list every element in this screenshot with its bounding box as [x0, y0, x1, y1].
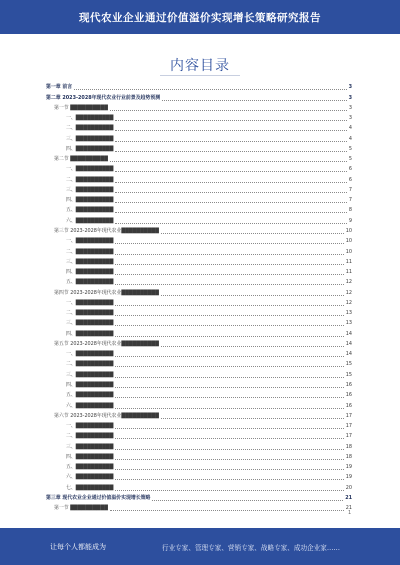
toc-dot-leader — [115, 211, 346, 213]
toc-entry-page: 11 — [345, 258, 352, 265]
toc-dot-leader — [115, 386, 343, 388]
toc-entry[interactable] — [46, 452, 352, 462]
toc-entry-title: 第二节 ██████████ — [54, 156, 108, 163]
toc-entry-page: 14 — [345, 330, 352, 337]
toc-entry-title: 一、██████████ — [66, 299, 114, 306]
toc-entry[interactable] — [46, 92, 352, 102]
toc-entry-page: 16 — [345, 402, 352, 409]
toc-entry-page: 20 — [345, 484, 352, 491]
table-of-contents — [46, 82, 352, 510]
toc-entry[interactable] — [46, 226, 352, 236]
toc-dot-leader — [115, 283, 343, 285]
report-title: 现代农业企业通过价值溢价实现增长策略研究报告 — [79, 11, 321, 24]
toc-entry-title: 第三章 现代农业企业通过价值溢价实现增长策略 — [46, 494, 151, 501]
toc-dot-leader — [110, 160, 347, 162]
toc-entry-title: 三、██████████ — [66, 371, 114, 378]
toc-entry-page: 6 — [348, 176, 352, 183]
toc-entry[interactable] — [46, 174, 352, 184]
toc-dot-leader — [115, 314, 343, 316]
toc-entry[interactable] — [46, 113, 352, 123]
footer-bar — [0, 528, 400, 565]
toc-dot-leader — [115, 119, 346, 121]
toc-entry-page: 17 — [345, 433, 352, 440]
toc-entry-title: 二、██████████ — [66, 248, 114, 255]
toc-entry-page: 4 — [348, 135, 352, 142]
toc-entry-page: 7 — [348, 186, 352, 193]
toc-entry[interactable] — [46, 215, 352, 225]
toc-dot-leader — [115, 427, 343, 429]
toc-entry-page: 10 — [345, 227, 352, 234]
toc-entry-title: 六、██████████ — [66, 474, 114, 481]
toc-dot-leader — [115, 478, 343, 480]
toc-entry-title: 三、██████████ — [66, 258, 114, 265]
toc-entry-title: 第四节 2023-2028年现代农业██████████ — [54, 289, 159, 296]
toc-dot-leader — [115, 407, 343, 409]
toc-dot-leader — [115, 242, 343, 244]
toc-dot-leader — [115, 129, 346, 131]
toc-dot-leader — [115, 437, 343, 439]
page-number: 1 — [348, 510, 352, 516]
toc-entry-page: 10 — [345, 238, 352, 245]
toc-entry-page: 17 — [345, 412, 352, 419]
toc-entry[interactable] — [46, 318, 352, 328]
toc-entry-title: 第一章 前言 — [46, 84, 73, 91]
toc-entry-title: 第一节 ██████████ — [54, 104, 108, 111]
toc-entry-page: 12 — [345, 299, 352, 306]
toc-entry-title: 三、██████████ — [66, 135, 114, 142]
toc-entry-page: 12 — [345, 289, 352, 296]
toc-entry-title: 七、██████████ — [66, 484, 114, 491]
toc-entry[interactable] — [46, 144, 352, 154]
toc-entry[interactable] — [46, 205, 352, 215]
toc-entry-title: 三、██████████ — [66, 186, 114, 193]
toc-dot-leader — [115, 140, 346, 142]
toc-entry-page: 5 — [348, 156, 352, 163]
toc-entry[interactable] — [46, 133, 352, 143]
toc-entry[interactable] — [46, 298, 352, 308]
toc-entry[interactable] — [46, 349, 352, 359]
toc-entry[interactable] — [46, 472, 352, 482]
toc-entry-title: 四、██████████ — [66, 197, 114, 204]
toc-entry-title: 二、██████████ — [66, 433, 114, 440]
toc-entry-page: 6 — [348, 166, 352, 173]
toc-dot-leader — [115, 170, 346, 172]
toc-entry[interactable] — [46, 185, 352, 195]
toc-entry[interactable] — [46, 195, 352, 205]
toc-entry[interactable] — [46, 164, 352, 174]
toc-entry[interactable] — [46, 411, 352, 421]
toc-entry[interactable] — [46, 328, 352, 338]
toc-entry-title: 第三节 2023-2028年现代农业██████████ — [54, 227, 159, 234]
toc-entry-page: 14 — [345, 351, 352, 358]
toc-entry-page: 8 — [348, 207, 352, 214]
toc-entry-page: 13 — [345, 310, 352, 317]
toc-entry-page: 17 — [345, 423, 352, 430]
footer-tagline: 行业专家、管理专家、营销专家、战略专家、成功企业家…… — [162, 543, 341, 552]
toc-entry-title: 五、██████████ — [66, 207, 114, 214]
toc-entry-page: 7 — [348, 197, 352, 204]
toc-entry[interactable] — [46, 123, 352, 133]
toc-entry-title: 一、██████████ — [66, 423, 114, 430]
toc-heading: 内容目录 — [170, 58, 230, 74]
toc-entry-page: 18 — [345, 453, 352, 460]
toc-dot-leader — [115, 324, 343, 326]
toc-entry-title: 四、██████████ — [66, 269, 114, 276]
toc-entry-title: 六、██████████ — [66, 402, 114, 409]
toc-entry-title: 六、██████████ — [66, 217, 114, 224]
toc-dot-leader — [115, 222, 346, 224]
toc-entry-title: 二、██████████ — [66, 310, 114, 317]
toc-entry-title: 一、██████████ — [66, 115, 114, 122]
footer-slogan: 让每个人都能成为 — [50, 542, 106, 551]
toc-dot-leader — [161, 294, 344, 296]
toc-dot-leader — [161, 345, 344, 347]
toc-entry-page: 12 — [345, 279, 352, 286]
toc-entry[interactable] — [46, 380, 352, 390]
toc-entry-title: 一、██████████ — [66, 351, 114, 358]
toc-entry-title: 二、██████████ — [66, 176, 114, 183]
toc-entry-page: 18 — [345, 443, 352, 450]
toc-entry-title: 四、██████████ — [66, 330, 114, 337]
toc-dot-leader — [115, 396, 343, 398]
toc-entry[interactable] — [46, 82, 352, 92]
toc-entry[interactable] — [46, 431, 352, 441]
toc-entry[interactable] — [46, 277, 352, 287]
toc-entry-title: 四、██████████ — [66, 381, 114, 388]
toc-entry-page: 10 — [345, 248, 352, 255]
toc-entry[interactable] — [46, 462, 352, 472]
toc-entry[interactable] — [46, 154, 352, 164]
toc-entry-title: 四、██████████ — [66, 145, 114, 152]
toc-entry[interactable] — [46, 482, 352, 492]
toc-entry-title: 一、██████████ — [66, 238, 114, 245]
toc-entry[interactable] — [46, 339, 352, 349]
toc-dot-leader — [115, 191, 346, 193]
toc-entry[interactable] — [46, 503, 352, 513]
toc-dot-leader — [115, 335, 343, 337]
toc-dot-leader — [110, 509, 344, 511]
toc-entry-title: 三、██████████ — [66, 320, 114, 327]
toc-dot-leader — [115, 253, 343, 255]
heading-divider — [160, 75, 240, 76]
toc-entry[interactable] — [46, 493, 352, 503]
toc-entry-title: 四、██████████ — [66, 453, 114, 460]
toc-dot-leader — [152, 499, 343, 501]
toc-entry-page: 14 — [345, 340, 352, 347]
toc-entry-page: 21 — [345, 505, 352, 512]
toc-entry-page: 11 — [345, 269, 352, 276]
toc-dot-leader — [74, 88, 346, 90]
toc-entry[interactable] — [46, 257, 352, 267]
toc-entry-title: 五、██████████ — [66, 464, 114, 471]
toc-entry-title: 二、██████████ — [66, 361, 114, 368]
toc-entry-page: 19 — [345, 474, 352, 481]
toc-entry-title: 一、██████████ — [66, 166, 114, 173]
toc-entry[interactable] — [46, 359, 352, 369]
toc-entry[interactable] — [46, 236, 352, 246]
toc-dot-leader — [110, 109, 347, 111]
toc-dot-leader — [115, 304, 343, 306]
toc-entry-page: 3 — [348, 104, 352, 111]
toc-entry-title: 第六节 2023-2028年现代农业██████████ — [54, 412, 159, 419]
toc-entry-page: 3 — [348, 84, 352, 91]
toc-dot-leader — [115, 263, 343, 265]
header-bar — [0, 0, 400, 34]
toc-entry-title: 第五节 2023-2028年现代农业██████████ — [54, 340, 159, 347]
toc-dot-leader — [115, 458, 343, 460]
toc-entry-page: 15 — [345, 371, 352, 378]
toc-entry-page: 4 — [348, 125, 352, 132]
toc-entry-page: 9 — [348, 217, 352, 224]
toc-dot-leader — [115, 448, 343, 450]
toc-dot-leader — [115, 273, 343, 275]
toc-entry[interactable] — [46, 287, 352, 297]
toc-dot-leader — [115, 201, 346, 203]
toc-dot-leader — [115, 468, 343, 470]
toc-dot-leader — [161, 417, 344, 419]
toc-dot-leader — [115, 489, 343, 491]
toc-entry-title: 五、██████████ — [66, 392, 114, 399]
toc-entry-page: 3 — [348, 94, 352, 101]
toc-entry[interactable] — [46, 441, 352, 451]
toc-entry-title: 五、██████████ — [66, 279, 114, 286]
toc-entry[interactable] — [46, 267, 352, 277]
toc-dot-leader — [162, 99, 346, 101]
toc-entry-page: 3 — [348, 115, 352, 122]
toc-entry-page: 16 — [345, 381, 352, 388]
toc-entry-page: 19 — [345, 464, 352, 471]
toc-entry-page: 21 — [345, 494, 352, 501]
toc-entry[interactable] — [46, 308, 352, 318]
toc-entry-page: 13 — [345, 320, 352, 327]
toc-entry[interactable] — [46, 400, 352, 410]
toc-entry[interactable] — [46, 103, 352, 113]
toc-entry[interactable] — [46, 421, 352, 431]
toc-entry-page: 15 — [345, 361, 352, 368]
toc-dot-leader — [115, 355, 343, 357]
toc-entry[interactable] — [46, 246, 352, 256]
toc-entry-page: 5 — [348, 145, 352, 152]
toc-entry-title: 三、██████████ — [66, 443, 114, 450]
toc-entry-title: 第一节 ██████████ — [54, 505, 108, 512]
toc-entry-title: 第二章 2023-2028年现代农业行业前景及趋势预测 — [46, 94, 161, 101]
toc-entry-title: 二、██████████ — [66, 125, 114, 132]
toc-entry[interactable] — [46, 390, 352, 400]
toc-dot-leader — [115, 376, 343, 378]
toc-dot-leader — [115, 181, 346, 183]
toc-entry[interactable] — [46, 369, 352, 379]
toc-entry-page: 16 — [345, 392, 352, 399]
toc-dot-leader — [115, 365, 343, 367]
toc-dot-leader — [161, 232, 344, 234]
toc-dot-leader — [115, 150, 346, 152]
